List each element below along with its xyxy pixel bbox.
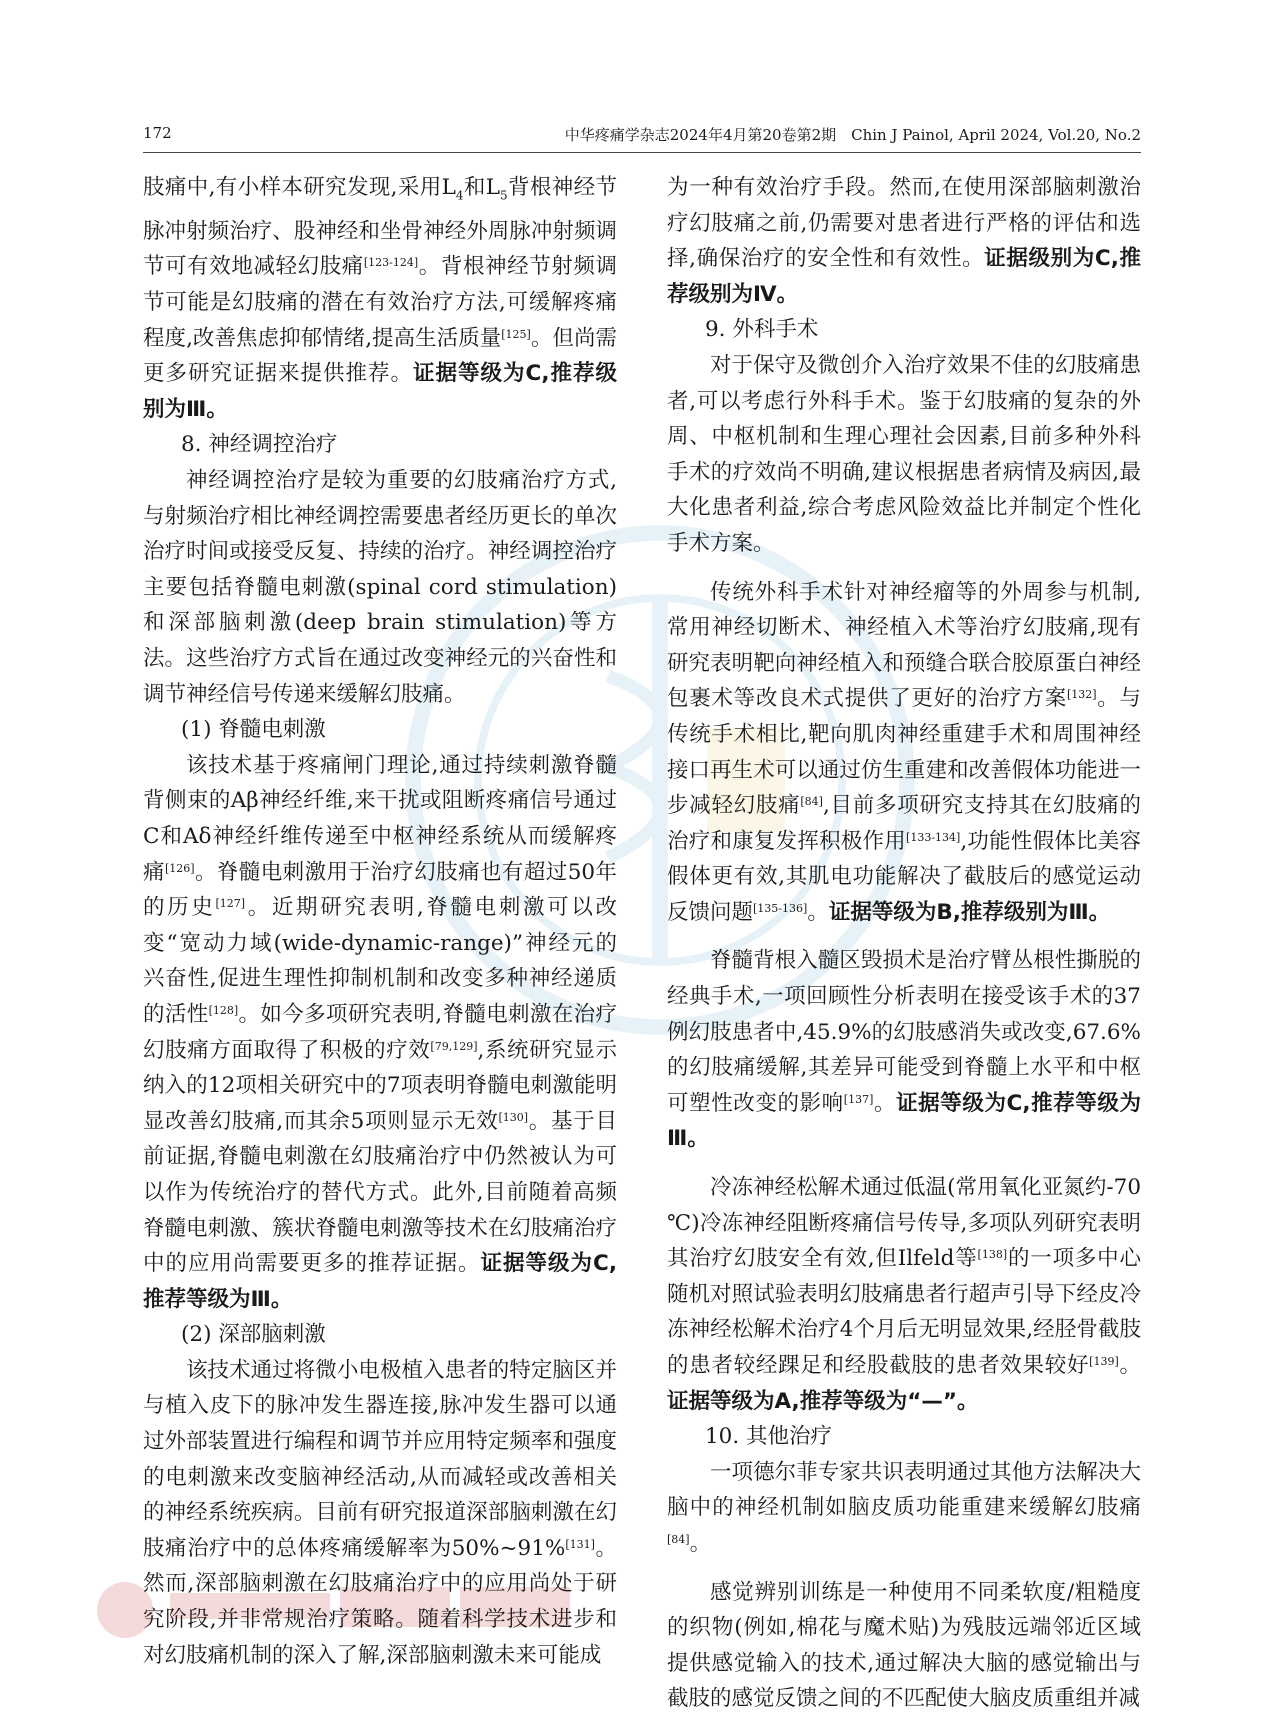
text-run: 。背根神经节射频调节可能是幻肢痛的潜在有效治疗方法,可缓解疼痛程度,改善焦虑抑郁情绪,提高生活质量 bbox=[143, 254, 617, 351]
left-column bbox=[143, 170, 617, 1673]
citation-ref: [137] bbox=[843, 1092, 874, 1106]
citation-ref: [133-134] bbox=[906, 830, 961, 844]
page-number: 172 bbox=[143, 124, 172, 142]
text-run: 。 bbox=[807, 899, 829, 925]
text-run: 的一项多中心随机对照试验表明幻肢痛患者行超声引导下经皮冷冻神经松解术治疗4个月后无明显效果,经胫骨截肢的患者较经踝足和经股截肢的患者效果较好 bbox=[667, 1246, 1141, 1378]
section-heading: 8. 神经调控治疗 bbox=[181, 432, 338, 458]
text-run: 脊髓背根入髓区毁损术是治疗臂丛根性撕脱的经典手术,一项回顾性分析表明在接受该手术的37例幻肢患者中,45.9%的幻肢感消失或改变,67.6%的幻肢痛缓解,其差异可能受到脊髓上水平和中枢可塑性改变的影响 bbox=[667, 948, 1141, 1116]
text-run: ,系统研究显示纳入的12项相关研究中的7项表明脊髓电刺激能明显改善幻肢痛,而其余5项则显示无效 bbox=[143, 1037, 617, 1134]
citation-ref: [138] bbox=[977, 1248, 1008, 1262]
header-rule bbox=[143, 152, 1141, 153]
subscript: 4 bbox=[455, 188, 464, 203]
body-paragraph bbox=[667, 1170, 1141, 1419]
text-run: 对于保守及微创介入治疗效果不佳的幻肢痛患者,可以考虑行外科手术。鉴于幻肢痛的复杂的外周、中枢机制和生理心理社会因素,目前多种外科手术的疗效尚不明确,建议根据患者病情及病因,最大化患者利益,综合考虑风险效益比并制定个性化手术方案。 bbox=[667, 352, 1141, 556]
text-run: 神经调控治疗是较为重要的幻肢痛治疗方式,与射频治疗相比神经调控需要患者经历更长的单次治疗时间或接受反复、持续的治疗。神经调控治疗主要包括脊髓电刺激(spinal cord stimulation)和深部脑刺激(deep brain stimulation)等方法。这些治疗方式旨在通过改变神经元的兴奋性和调节神经信号传递来缓解幻肢痛。 bbox=[143, 468, 617, 707]
text-run: 和L bbox=[463, 175, 501, 200]
subscript: 5 bbox=[500, 188, 508, 203]
body-paragraph bbox=[143, 1353, 617, 1673]
body-paragraph bbox=[143, 170, 617, 427]
text-run: 。如今多项研究表明,脊髓电刺激在治疗幻肢痛方面取得了积极的疗效 bbox=[143, 1001, 617, 1063]
evidence-grade: 证据等级为A,推荐等级为“—”。 bbox=[667, 1388, 979, 1414]
evidence-grade: 证据等级为C,推荐等级为Ⅲ。 bbox=[143, 1251, 617, 1312]
text-run: 为一种有效治疗手段。然而,在使用深部脑刺激治疗幻肢痛之前,仍需要对患者进行严格的评估和选择,确保治疗的安全性和有效性。 bbox=[667, 175, 1141, 272]
text-run: 背根神经节脉冲射频治疗、股神经和坐骨神经外周脉冲射频调节可有效地减轻幻肢痛 bbox=[143, 175, 617, 280]
text-run: 。 bbox=[873, 1090, 897, 1116]
evidence-grade: 证据等级为C,推荐级别为Ⅲ。 bbox=[143, 361, 617, 422]
text-run: 。然而,深部脑刺激在幻肢痛治疗中的应用尚处于研究阶段,并非常规治疗策略。随着科学技术进步和对幻肢痛机制的深入了解,深部脑刺激未来可能成 bbox=[143, 1535, 617, 1668]
text-run: 。但尚需更多研究证据来提供推荐。 bbox=[143, 325, 617, 387]
section-heading: 10. 其他治疗 bbox=[705, 1424, 833, 1450]
body-paragraph bbox=[667, 348, 1141, 562]
text-run: 冷冻神经松解术通过低温(常用氧化亚氮约-70 ℃)冷冻神经阻断疼痛信号传导,多项队列研究表明其治疗幻肢安全有效,但Ilfeld等 bbox=[667, 1175, 1141, 1272]
text-run: 一项德尔菲专家共识表明通过其他方法解决大脑中的神经机制如脑皮质功能重建来缓解幻肢痛 bbox=[667, 1459, 1141, 1521]
text-run: 该技术通过将微小电极植入患者的特定脑区并与植入皮下的脉冲发生器连接,脉冲发生器可以通过外部装置进行编程和调节并应用特定频率和强度的电刺激来改变脑神经活动,从而减轻或改善相关的神经系统疾病。目前有研究报道深部脑刺激在幻肢痛治疗中的总体疼痛缓解率为50%~91% bbox=[143, 1357, 617, 1561]
text-run: 感觉辨别训练是一种使用不同柔软度/粗糙度的织物(例如,棉花与魔术贴)为残肢远端邻近区域提供感觉输入的技术,通过解决大脑的感觉输出与截肢的感觉反馈之间的不匹配使大脑皮质重组并减 bbox=[667, 1579, 1141, 1712]
body-paragraph bbox=[667, 1575, 1141, 1717]
citation-ref: [130] bbox=[498, 1110, 529, 1124]
text-run: 肢痛中,有小样本研究发现,采用L bbox=[143, 175, 456, 200]
citation-ref: [128] bbox=[208, 1003, 239, 1017]
section-heading: (1) 脊髓电刺激 bbox=[181, 717, 326, 743]
citation-ref: [126] bbox=[164, 861, 195, 875]
paragraph-gap bbox=[667, 1157, 1141, 1170]
citation-ref: [132] bbox=[1066, 688, 1097, 702]
body-paragraph bbox=[667, 1455, 1141, 1562]
citation-ref: [131] bbox=[565, 1537, 595, 1551]
citation-ref: [127] bbox=[215, 897, 246, 911]
section-heading: 9. 外科手术 bbox=[705, 317, 819, 343]
citation-ref: [84] bbox=[667, 1532, 690, 1546]
evidence-grade: 证据等级为B,推荐级别为Ⅲ。 bbox=[828, 899, 1111, 925]
body-paragraph bbox=[667, 170, 1141, 312]
text-run: 。基于目前证据,脊髓电刺激在幻肢痛治疗中仍然被认为可以作为传统治疗的替代方式。此外,目前随着高频脊髓电刺激、簇状脊髓电刺激等技术在幻肢痛治疗中的应用尚需要更多的推荐证据。 bbox=[143, 1108, 617, 1277]
citation-ref: [123-124] bbox=[363, 256, 419, 270]
paragraph-gap bbox=[667, 562, 1141, 575]
evidence-grade: 证据级别为C,推荐级别为Ⅳ。 bbox=[667, 246, 1142, 307]
citation-ref: [125] bbox=[501, 327, 531, 341]
text-run: ,功能性假体比美容假体更有效,其肌电功能解决了截肢后的感觉运动反馈问题 bbox=[667, 828, 1141, 925]
citation-ref: [139] bbox=[1089, 1355, 1119, 1368]
citation-ref: [84] bbox=[800, 795, 823, 809]
text-run: 。近期研究表明,脊髓电刺激可以改变“宽动力域(wide-dynamic-range)”神经元的兴奋性,促进生理性抑制机制和改变多种神经递质的活性 bbox=[143, 895, 617, 1027]
page-header bbox=[143, 118, 1141, 148]
text-run: 该技术基于疼痛闸门理论,通过持续刺激脊髓背侧束的Aβ神经纤维,来干扰或阻断疼痛信号通过C和Aδ神经纤维传递至中枢神经系统从而缓解疼痛 bbox=[143, 752, 617, 885]
journal-citation: 中华疼痛学杂志2024年4月第20卷第2期 Chin J Painol, April 2024, Vol.20, No.2 bbox=[564, 126, 1141, 144]
text-run: ,目前多项研究支持其在幻肢痛的治疗和康复发挥积极作用 bbox=[667, 793, 1141, 854]
body-paragraph bbox=[667, 575, 1141, 931]
text-run: 。脊髓电刺激用于治疗幻肢痛也有超过50年的历史 bbox=[143, 859, 617, 921]
evidence-grade: 证据等级为C,推荐等级为Ⅲ。 bbox=[667, 1090, 1141, 1152]
section-heading: (2) 深部脑刺激 bbox=[181, 1322, 326, 1348]
body-paragraph bbox=[667, 943, 1141, 1157]
paragraph-gap bbox=[667, 1562, 1141, 1575]
body-paragraph bbox=[143, 748, 617, 1318]
citation-ref: [79,129] bbox=[430, 1039, 478, 1053]
text-run: 。与传统手术相比,靶向肌肉神经重建手术和周围神经接口再生术可以通过仿生重建和改善假体功能进一步减轻幻肢痛 bbox=[667, 686, 1141, 819]
citation-ref: [135-136] bbox=[753, 901, 808, 915]
paragraph-gap bbox=[667, 930, 1141, 943]
text-run: 。 bbox=[689, 1530, 712, 1556]
body-paragraph bbox=[143, 463, 617, 712]
text-run: 传统外科手术针对神经瘤等的外周参与机制,常用神经切断术、神经植入术等治疗幻肢痛,现有研究表明靶向神经植入和预缝合联合胶原蛋白神经包裹术等改良术式提供了更好的治疗方案 bbox=[667, 579, 1141, 712]
right-column bbox=[667, 170, 1141, 1717]
text-run: 。 bbox=[1118, 1353, 1141, 1378]
